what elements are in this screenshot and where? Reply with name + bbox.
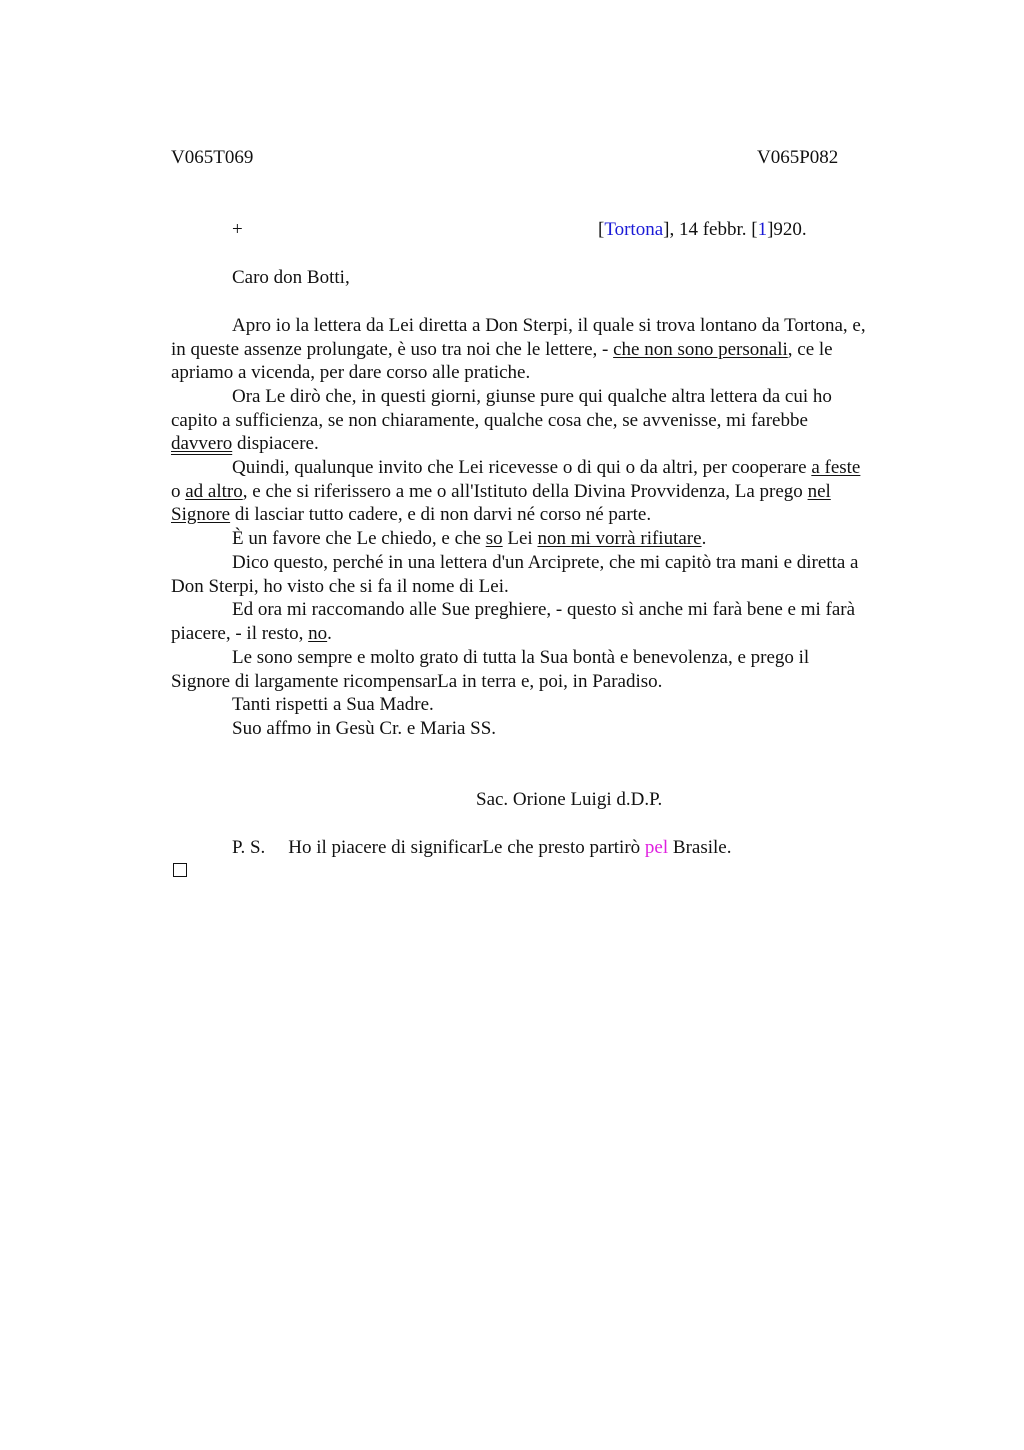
p1-line1: Apro io la lettera da Lei diretta a Don Sterpi, il quale si trova lontano da Tortona, e, — [232, 315, 866, 336]
p4-underlined-so: so — [485, 528, 503, 549]
cross-mark: + — [232, 219, 243, 240]
p1-underlined: che non sono personali — [613, 339, 788, 360]
p2-double-underlined: davvero — [171, 433, 233, 454]
p3-underlined-signore: Signore — [171, 504, 231, 525]
p1-line2 — [171, 339, 833, 361]
letter-date — [598, 219, 807, 241]
p3-line3 — [171, 504, 651, 526]
p3-line2-start: o — [171, 481, 186, 502]
p1-line2-end: , ce le — [787, 339, 833, 360]
p4-line — [232, 528, 706, 550]
p3-line1-start: Quindi, qualunque invito che Lei ricevesse o di qui o da altri, per cooperare — [232, 457, 812, 478]
p6-line1: Ed ora mi raccomando alle Sue preghiere, - questo sì anche mi farà bene e mi farà — [232, 599, 856, 620]
p4-start: È un favore che Le chiedo, e che — [232, 528, 486, 549]
date-year-digit: 1 — [757, 219, 768, 240]
ps-highlight: pel — [644, 837, 669, 858]
p5-line1: Dico questo, perché in una lettera d'un Arciprete, che mi capitò tra mani e diretta a — [232, 552, 859, 573]
p4-end: . — [701, 528, 707, 549]
p4-mid: Lei — [502, 528, 538, 549]
date-bracket: [ — [598, 219, 605, 240]
header-right-code: V065P082 — [757, 147, 839, 168]
p5-line2: Don Sterpi, ho visto che si fa il nome di Lei. — [171, 576, 509, 597]
salutation: Caro don Botti, — [232, 267, 350, 288]
p6-line2 — [171, 623, 332, 645]
p1-line2-start: in queste assenze prolungate, è uso tra noi che le lettere, - — [171, 339, 614, 360]
date-place: Tortona — [604, 219, 664, 240]
ps-start: Ho il piacere di significarLe che presto partirò — [288, 837, 645, 858]
p3-underlined-feste: a feste — [811, 457, 861, 478]
signature: Sac. Orione Luigi d.D.P. — [476, 789, 663, 810]
p7-line2: Signore di largamente ricompensarLa in terra e, poi, in Paradiso. — [171, 671, 663, 692]
ps-label: P. S. — [232, 837, 266, 858]
checkbox-square-icon — [173, 863, 187, 877]
p6-underlined-no: no — [308, 623, 328, 644]
p1-line3: apriamo a vicenda, per dare corso alle pratiche. — [171, 362, 531, 383]
date-year-rest: ]920. — [767, 219, 807, 240]
postscript — [232, 837, 731, 859]
p6-line2-end: . — [327, 623, 332, 644]
p7-line1: Le sono sempre e molto grato di tutta la Sua bontà e benevolenza, e prego il — [232, 647, 810, 668]
p3-line2 — [171, 481, 831, 503]
p2-line1: Ora Le dirò che, in questi giorni, giunse pure qui qualche altra lettera da cui ho — [232, 386, 832, 407]
p2-line3 — [171, 433, 319, 455]
p3-line2-mid: , e che si riferissero a me o all'Istituto della Divina Provvidenza, La prego — [242, 481, 808, 502]
p2-line3-end: dispiacere. — [232, 433, 319, 454]
p2-line2: capito a sufficienza, se non chiaramente, qualche cosa che, se avvenisse, mi farebbe — [171, 410, 808, 431]
p4-underlined-rifiutare: non mi vorrà rifiutare — [537, 528, 702, 549]
header-left-code: V065T069 — [171, 147, 254, 168]
p3-underlined-nel: nel — [807, 481, 831, 502]
p8-line: Tanti rispetti a Sua Madre. — [232, 694, 434, 715]
date-day: ], 14 febbr. [ — [663, 219, 758, 240]
letter-body — [171, 0, 931, 1450]
ps-end: Brasile. — [668, 837, 732, 858]
closing-line: Suo affmo in Gesù Cr. e Maria SS. — [232, 718, 497, 739]
p3-line3-end: di lasciar tutto cadere, e di non darvi né corso né parte. — [230, 504, 652, 525]
p6-line2-start: piacere, - il resto, — [171, 623, 309, 644]
p3-underlined-altro: ad altro — [185, 481, 243, 502]
p3-line1 — [232, 457, 860, 479]
